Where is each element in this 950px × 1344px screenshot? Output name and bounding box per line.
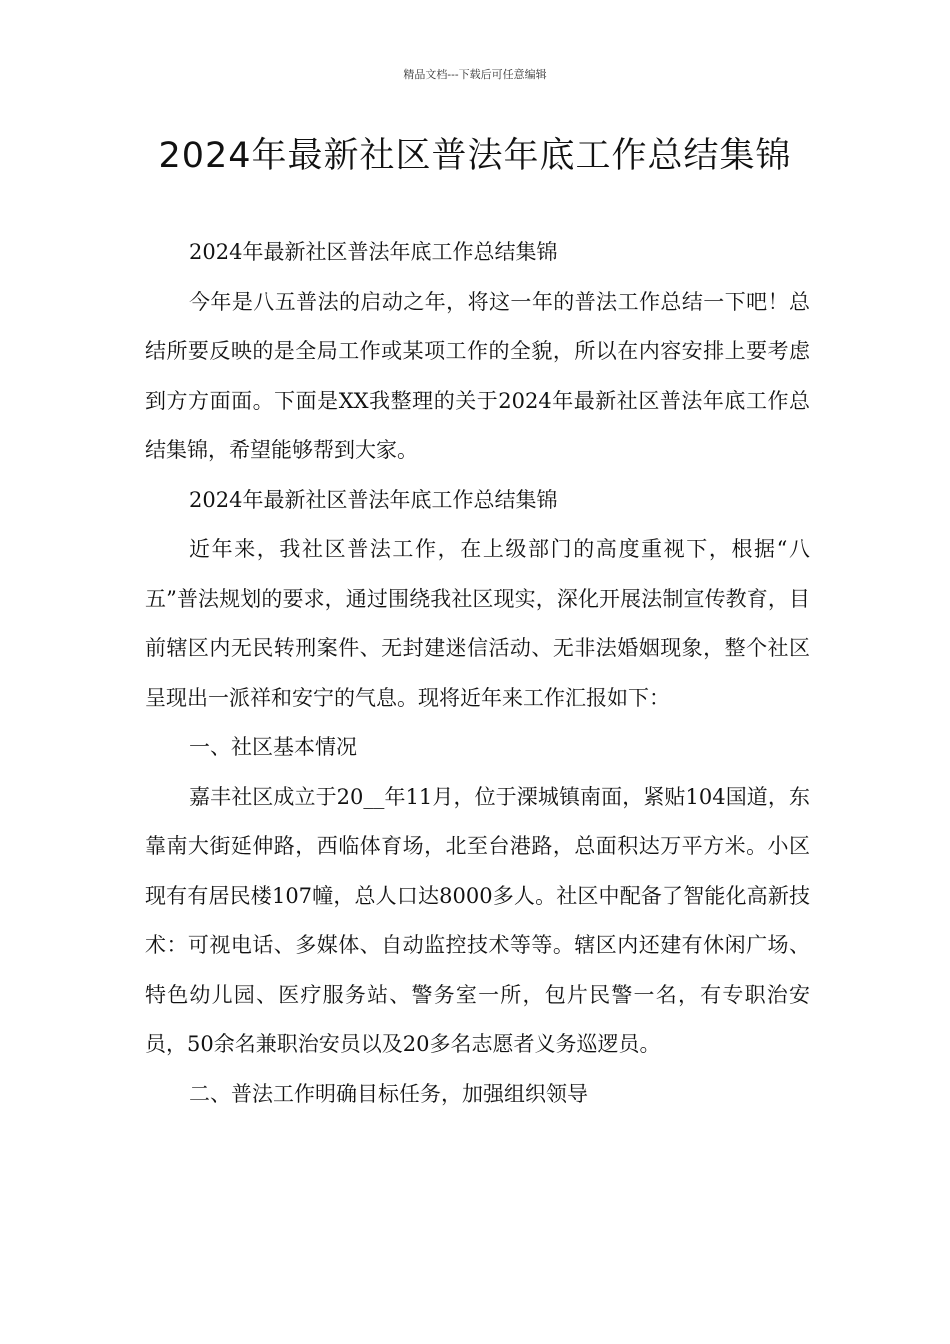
paragraph-subtitle-2: 2024年最新社区普法年底工作总结集锦 — [189, 487, 558, 512]
paragraph-community-info: 嘉丰社区成立于20__年11月，位于溧城镇南面，紧贴104国道，东靠南大街延伸路，西临体育场，北至台港路，总面积达万平方米。小区现有有居民楼107幢，总人口达8000多人。社区中配备了智能化高新技术：可视电话、多媒体、自动监控技术等等。辖区内还建有休闲广场、特色幼儿园、医疗服务站、警务室一所，包片民警一名，有专职治安员，50余名兼职治安员以及20多名志愿者义务巡逻员。 — [145, 784, 810, 1056]
paragraph-intro: 今年是八五普法的启动之年，将这一年的普法工作总结一下吧！总结所要反映的是全局工作或某项工作的全貌，所以在内容安排上要考虑到方方面面。下面是XX我整理的关于2024年最新社区普法年底工作总结集锦，希望能够帮到大家。 — [145, 289, 810, 462]
document-body — [145, 228, 810, 1119]
section-heading-1: 一、社区基本情况 — [189, 735, 357, 759]
page-header-note: 精品文档---下载后可任意编辑 — [403, 68, 547, 81]
paragraph-subtitle-1: 2024年最新社区普法年底工作总结集锦 — [189, 240, 558, 264]
section-heading-2: 二、普法工作明确目标任务，加强组织领导 — [189, 1081, 588, 1106]
document-title: 2024年最新社区普法年底工作总结集锦 — [158, 136, 792, 176]
paragraph-overview: 近年来，我社区普法工作，在上级部门的高度重视下，根据“八五”普法规划的要求，通过围绕我社区现实，深化开展法制宣传教育，目前辖区内无民转刑案件、无封建迷信活动、无非法婚姻现象，整个社区呈现出一派祥和安宁的气息。现将近年来工作汇报如下： — [145, 537, 810, 710]
